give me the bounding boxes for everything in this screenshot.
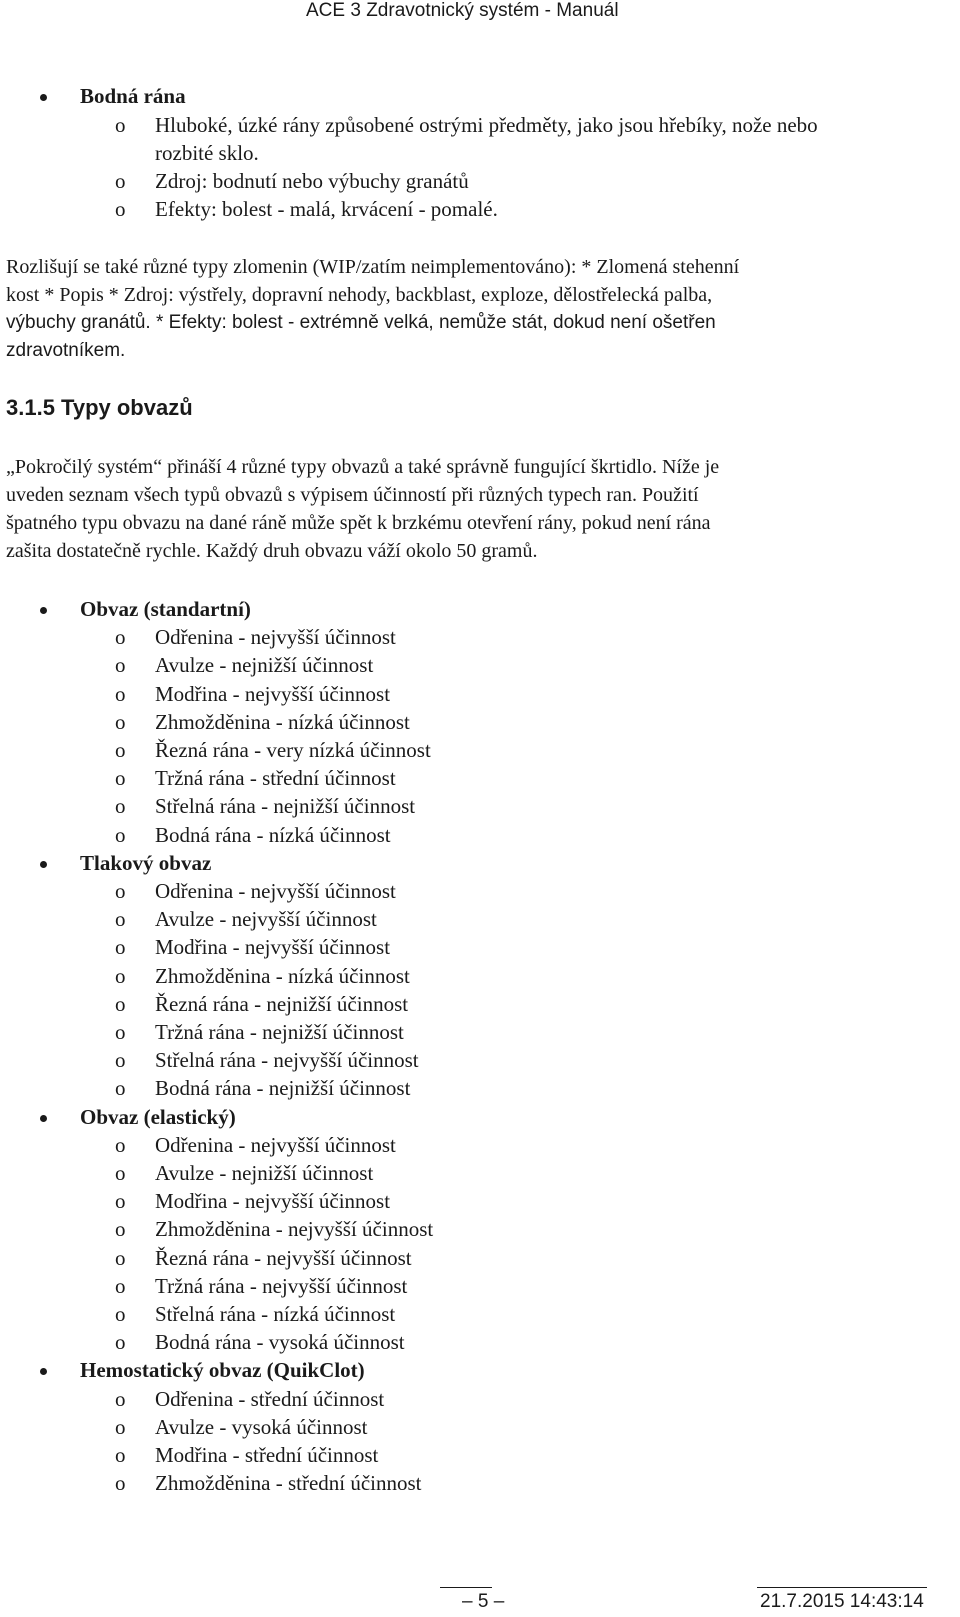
effectiveness-text: Avulze - nejnižší účinnost	[155, 653, 374, 678]
sub-marker: o	[115, 1132, 126, 1157]
intro-paragraph	[6, 453, 916, 565]
effectiveness-text: Řezná rána - very nízká účinnost	[155, 738, 431, 762]
sub-marker: o	[115, 1273, 126, 1298]
effectiveness-text: Řezná rána - nejnižší účinnost	[155, 991, 409, 1016]
paragraph-line: uveden seznam všech typů obvazů s výpisem účinností při různých typech ran. Použití	[6, 484, 699, 506]
effectiveness-text: Odřenina - nejvyšší účinnost	[155, 625, 396, 650]
sub-marker: o	[115, 1414, 126, 1439]
print-datetime: 21.7.2015 14:43:14	[760, 1591, 924, 1612]
sub-marker: o	[115, 766, 126, 791]
sub-marker: o	[115, 1076, 126, 1101]
page-number-value: 5	[477, 1591, 489, 1612]
effectiveness-text: Bodná rána - nejnižší účinnost	[155, 1076, 411, 1101]
page-number: – 5 –	[462, 1591, 505, 1612]
sub-marker: o	[115, 1386, 126, 1411]
paragraph-line: špatného typu obvazu na dané ráně může spět k brzkému otevření rány, pokud není rána	[6, 512, 711, 534]
effectiveness-text: Modřina - nejvyšší účinnost	[155, 681, 391, 706]
sub-marker: o	[115, 1245, 126, 1270]
sub-marker: o	[115, 681, 126, 706]
effectiveness-text: Bodná rána - nízká účinnost	[155, 822, 391, 847]
sub-marker: o	[115, 625, 126, 650]
bullet-dot	[40, 607, 47, 614]
bullet-dot	[40, 1368, 47, 1375]
paragraph-line: kost * Popis * Zdroj: výstřely, dopravní nehody, backblast, exploze, dělostřelecká palba,	[6, 284, 713, 306]
sub-marker: o	[115, 963, 126, 988]
effectiveness-text: Tržná rána - nejnižší účinnost	[155, 1020, 404, 1044]
sub-marker: o	[115, 1302, 126, 1326]
list-item-text: Efekty: bolest - malá, krvácení - pomalé.	[155, 197, 498, 221]
sub-marker: o	[115, 1471, 126, 1496]
list-item-text: Zdroj: bodnutí nebo výbuchy granátů	[155, 169, 469, 193]
sub-marker: o	[115, 1020, 126, 1044]
effectiveness-text: Zhmožděnina - nízká účinnost	[155, 709, 410, 734]
sub-marker: o	[115, 794, 126, 819]
effectiveness-text: Avulze - nejvyšší účinnost	[155, 907, 377, 932]
bandage-name: Hemostatický obvaz (QuikClot)	[80, 1358, 365, 1383]
sub-marker: o	[115, 822, 126, 847]
bandage-name: Obvaz (elastický)	[80, 1104, 236, 1129]
footer-rule	[757, 1587, 927, 1588]
paragraph-line: zašita dostatečně rychle. Každý druh obvazu váží okolo 50 gramů.	[6, 540, 538, 562]
effectiveness-text: Řezná rána - nejvyšší účinnost	[155, 1245, 412, 1270]
effectiveness-text: Zhmožděnina - nejvyšší účinnost	[155, 1217, 434, 1242]
sub-marker: o	[115, 935, 126, 960]
effectiveness-text: Modřina - střední účinnost	[155, 1443, 379, 1467]
effectiveness-text: Tržná rána - nejvyšší účinnost	[155, 1273, 408, 1298]
bullet-dot	[40, 861, 47, 868]
sub-marker: o	[115, 113, 126, 137]
sub-marker: o	[115, 879, 126, 903]
fracture-paragraph	[6, 253, 916, 365]
paragraph-line: zdravotníkem.	[6, 340, 126, 361]
effectiveness-text: Odřenina - střední účinnost	[155, 1386, 385, 1411]
effectiveness-text: Odřenina - nejvyšší účinnost	[155, 1132, 396, 1157]
effectiveness-text: Bodná rána - vysoká účinnost	[155, 1330, 405, 1355]
bullet-title: Bodná rána	[80, 84, 186, 108]
sub-marker: o	[115, 709, 126, 734]
bullet-dot	[40, 1115, 47, 1122]
section-heading: 3.1.5 Typy obvazů	[6, 395, 193, 420]
sub-marker: o	[115, 653, 126, 678]
effectiveness-text: Modřina - nejvyšší účinnost	[155, 935, 391, 960]
effectiveness-text: Střelná rána - nejvyšší účinnost	[155, 1048, 419, 1073]
document-title: ACE 3 Zdravotnický systém - Manuál	[306, 0, 619, 21]
effectiveness-text: Modřina - nejvyšší účinnost	[155, 1189, 391, 1214]
bullet-dot	[40, 94, 47, 101]
list-item-text: Hluboké, úzké rány způsobené ostrými předměty, jako jsou hřebíky, nože nebo	[155, 113, 818, 137]
effectiveness-text: Zhmožděnina - střední účinnost	[155, 1471, 422, 1496]
effectiveness-text: Odřenina - nejvyšší účinnost	[155, 879, 396, 903]
sub-marker: o	[115, 991, 126, 1016]
effectiveness-text: Střelná rána - nízká účinnost	[155, 1302, 396, 1326]
sub-marker: o	[115, 169, 126, 193]
effectiveness-text: Tržná rána - střední účinnost	[155, 766, 396, 791]
bandage-name: Obvaz (standartní)	[80, 597, 251, 621]
page-header	[0, 0, 960, 38]
sub-marker: o	[115, 1161, 126, 1185]
sub-marker: o	[115, 1189, 126, 1214]
sub-marker: o	[115, 907, 126, 932]
effectiveness-text: Avulze - nejnižší účinnost	[155, 1161, 374, 1185]
paragraph-line: výbuchy granátů. * Efekty: bolest - extrémně velká, nemůže stát, dokud není ošetřen	[6, 312, 716, 333]
effectiveness-text: Střelná rána - nejnižší účinnost	[155, 794, 416, 819]
footer-rule	[440, 1587, 492, 1588]
bandage-name: Tlakový obvaz	[80, 850, 212, 875]
sub-marker: o	[115, 197, 126, 221]
paragraph-line: „Pokročilý systém“ přináší 4 různé typy obvazů a také správně fungující škrtidlo. Níže je	[6, 456, 720, 478]
sub-marker: o	[115, 1330, 126, 1355]
paragraph-line: Rozlišují se také různé typy zlomenin (WIP/zatím neimplementováno): * Zlomená stehenní	[6, 256, 740, 278]
effectiveness-text: Zhmožděnina - nízká účinnost	[155, 963, 410, 988]
list-item-text: rozbité sklo.	[155, 141, 259, 165]
sub-marker: o	[115, 1217, 126, 1242]
sub-marker: o	[115, 1048, 126, 1073]
effectiveness-text: Avulze - vysoká účinnost	[155, 1414, 368, 1439]
sub-marker: o	[115, 738, 126, 762]
sub-marker: o	[115, 1443, 126, 1467]
